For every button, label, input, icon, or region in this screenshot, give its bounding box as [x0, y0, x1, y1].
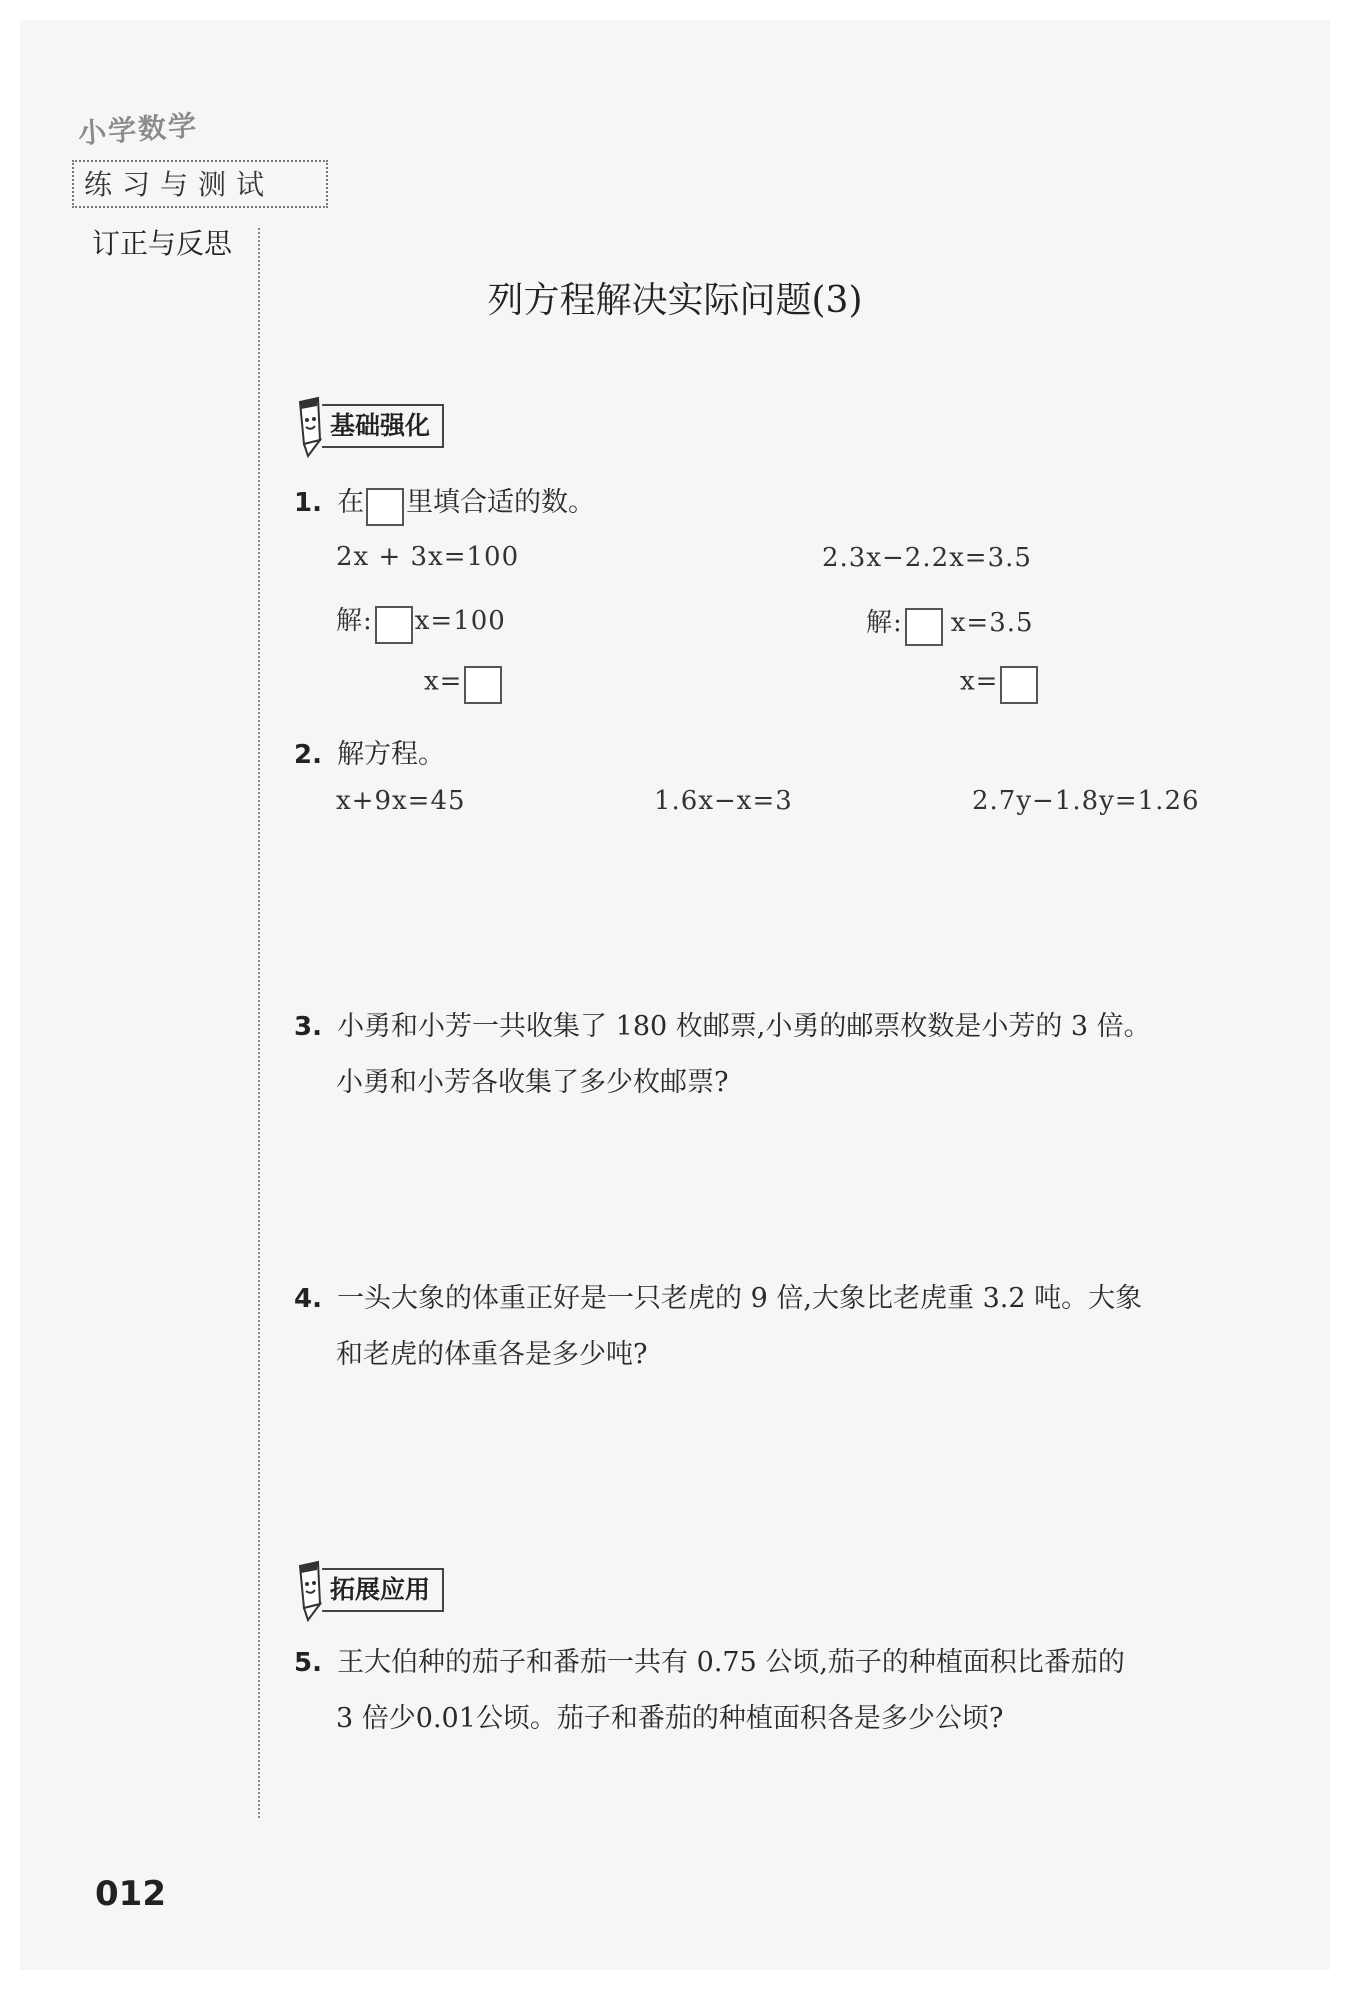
sidebar-divider	[258, 228, 260, 1818]
brand-series-title: 小学数学	[77, 108, 200, 151]
q1-right-solve-label: 解:	[866, 608, 903, 638]
q3-text-line2: 小勇和小芳各收集了多少枚邮票?	[336, 1067, 729, 1098]
q1-text-pre: 在	[337, 487, 365, 518]
q3-text-line1: 小勇和小芳一共收集了 180 枚邮票,小勇的邮票枚数是小芳的 3 倍。	[337, 1011, 1151, 1042]
sidebar-title: 订正与反思	[92, 227, 233, 260]
q1-left-coefficient-box[interactable]	[375, 606, 413, 644]
q2-equation-1: x+9x=45	[336, 786, 466, 816]
q1-right-coefficient-box[interactable]	[905, 608, 943, 646]
q4-text-line2: 和老虎的体重各是多少吨?	[336, 1339, 648, 1370]
q1-left-equation: 2x + 3x=100	[336, 542, 520, 572]
q5-text-line1: 王大伯种的茄子和番茄一共有 0.75 公顷,茄子的种植面积比番茄的	[337, 1647, 1125, 1678]
q3-number: 3.	[294, 1012, 322, 1042]
q1-left-step2	[424, 666, 504, 704]
page-title: 列方程解决实际问题(3)	[487, 280, 863, 321]
q1-prompt	[294, 480, 595, 526]
q1-answer-box-sample	[366, 488, 404, 526]
section-basic-label: 基础强化	[322, 404, 444, 448]
q5-number: 5.	[294, 1648, 322, 1678]
section-extend-label: 拓展应用	[322, 1568, 444, 1612]
q1-right-result-box[interactable]	[1000, 666, 1038, 704]
q5-line1	[294, 1640, 1125, 1679]
q1-left-solve-label: 解:	[336, 606, 373, 636]
q2-equation-3: 2.7y−1.8y=1.26	[972, 786, 1200, 816]
q3-line1	[294, 1004, 1151, 1043]
page-number: 012	[95, 1874, 166, 1914]
q1-right-step2	[960, 666, 1040, 704]
q2-number: 2.	[294, 740, 322, 770]
q1-left-step2-text: x=	[424, 666, 463, 697]
q4-text-line1: 一头大象的体重正好是一只老虎的 9 倍,大象比老虎重 3.2 吨。大象	[337, 1283, 1143, 1314]
q2-prompt	[294, 732, 445, 771]
pencil-icon	[292, 1560, 326, 1622]
q4-number: 4.	[294, 1284, 322, 1314]
pencil-icon	[292, 396, 326, 458]
q1-left-step1-text: x=100	[414, 606, 506, 636]
brand-book-title: 练习与测试	[84, 168, 275, 201]
q1-right-step2-text: x=	[960, 666, 999, 697]
q2-text: 解方程。	[337, 739, 446, 770]
q1-right-step1-text: x=3.5	[950, 608, 1034, 638]
q5-text-line2: 3 倍少0.01公顷。茄子和番茄的种植面积各是多少公顷?	[336, 1703, 1004, 1734]
q1-left-result-box[interactable]	[464, 666, 502, 704]
q1-right-equation: 2.3x−2.2x=3.5	[822, 543, 1032, 573]
q1-left-step1	[336, 600, 506, 644]
q4-line1	[294, 1276, 1142, 1315]
q1-right-step1	[866, 602, 1034, 646]
q1-number: 1.	[294, 488, 322, 518]
q2-equation-2: 1.6x−x=3	[654, 786, 793, 816]
q1-text-post: 里填合适的数。	[406, 487, 596, 518]
